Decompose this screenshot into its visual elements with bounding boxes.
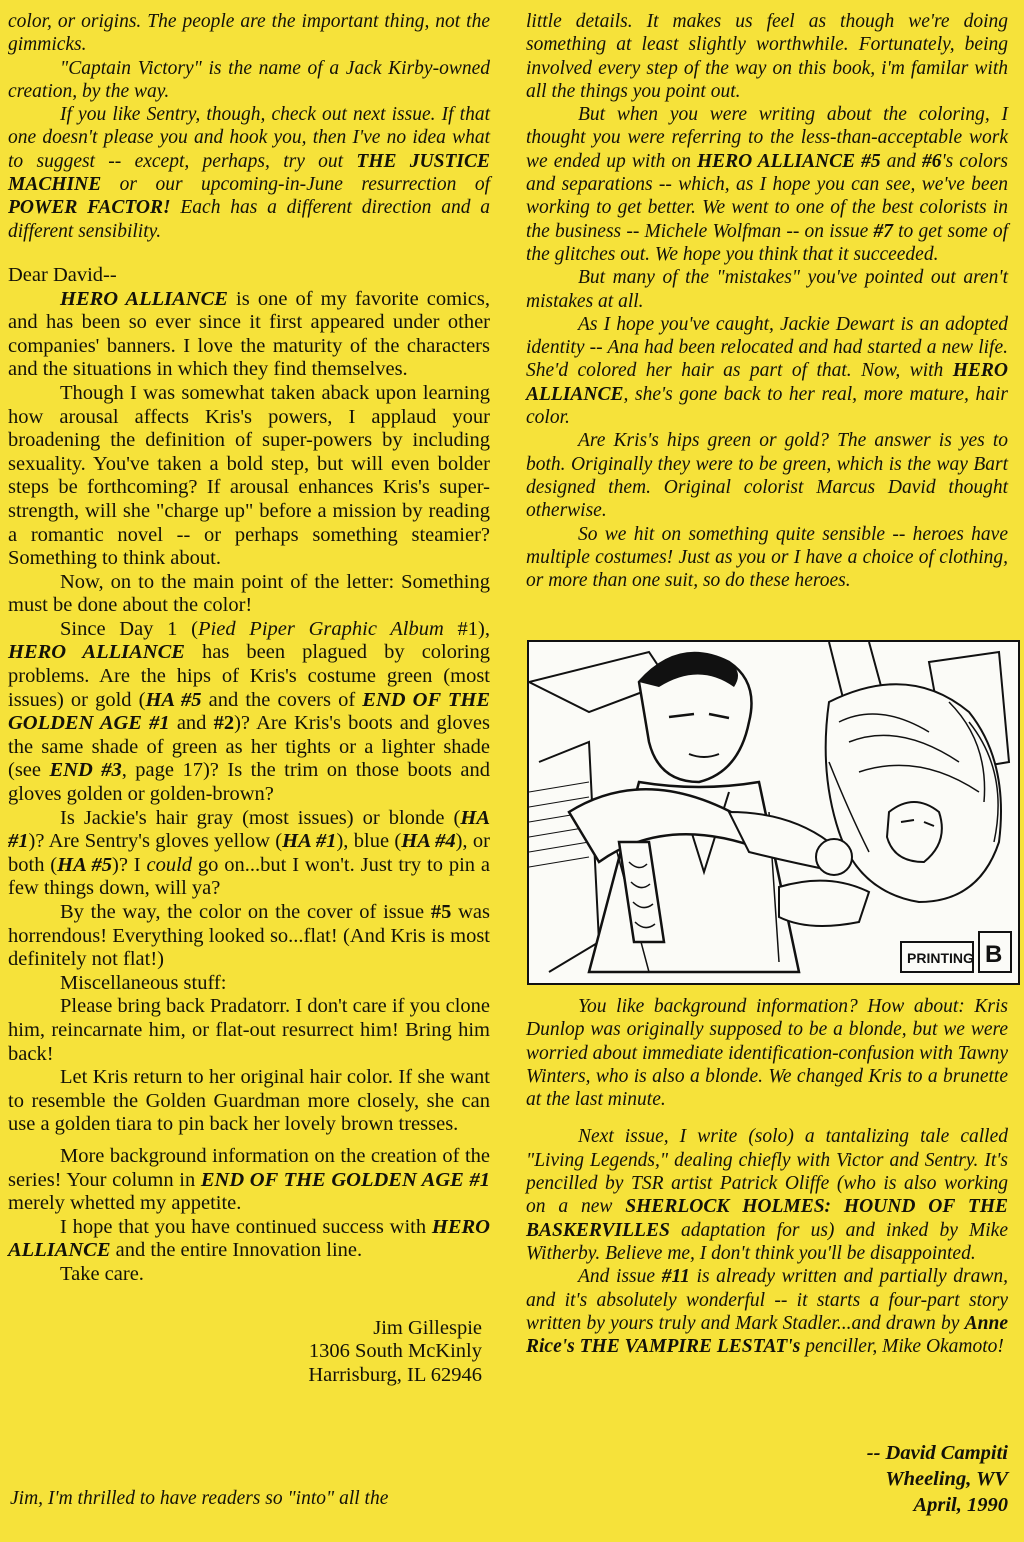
letter-paragraph: Now, on to the main point of the letter: Something must be done about the color! (8, 570, 490, 617)
reply-start: Jim, I'm thrilled to have readers so "into" all the (10, 1488, 389, 1509)
reply-paragraph: If you like Sentry, though, check out next issue. If that one doesn't please you and hook you, then I've no idea what to suggest -- except, perhaps, try out THE JUSTICE MACHINE or our upcoming-in-June resurrection of POWER FACTOR! Each has a different direction and a different sensibility. (8, 104, 490, 242)
reply-paragraph: You like background information? How about: Kris Dunlop was originally supposed to be a blonde, but we were worried about immediate identification-confusion with Tawny Winters, who is also a blonde. We changed Kris to a brunette at the last minute. (526, 996, 1008, 1111)
letter-paragraph: Miscellaneous stuff: (60, 971, 227, 994)
reply-paragraph: Are Kris's hips green or gold? The answer is yes to both. Originally they were to be green, which is the way Bart designed them. Original colorist Marcus David thought otherwise. (526, 430, 1008, 522)
reply-paragraph: "Captain Victory" is the name of a Jack Kirby-owned creation, by the way. (8, 57, 490, 102)
closing-name: -- David Campiti (866, 1442, 1008, 1464)
letter-paragraph: Let Kris return to her original hair color. If she want to resemble the Golden Guardman more closely, she can use a golden tiara to pin back her lovely brown tresses. (8, 1066, 490, 1136)
signature-street: 1306 South McKinly (308, 1340, 482, 1363)
reply-paragraph: Next issue, I write (solo) a tantalizing tale called "Living Legends," dealing chiefly with Victor and Sentry. It's pencilled by TSR artist Patrick Oliffe (who is also working on a new SHERLOCK HOLMES: HOUND OF THE BASKERVILLES adaptation for us) and inked by Mike Witherby. Believe me, I don't think you'll be disappointed. (526, 1126, 1008, 1264)
reply-paragraph: color, or origins. The people are the important thing, not the gimmicks. (8, 11, 490, 56)
closing-date: April, 1990 (913, 1494, 1008, 1516)
reply-paragraph: And issue #11 is already written and partially drawn, and it's absolutely wonderful -- it starts a four-part story written by yours truly and Mark Stadler...and drawn by Anne Rice's THE VAMPIRE LESTAT's penciller, Mike Okamoto! (526, 1266, 1008, 1358)
sign-printing: PRINTING (907, 950, 974, 966)
right-column-top (526, 10, 1008, 592)
reply-paragraph: But when you were writing about the coloring, I thought you were referring to the less-than-acceptable work we ended up with on HERO ALLIANCE #5 and #6's colors and separations -- which, as I hope you can see, we've been working to get better. We went to one of the best colorists in the business -- Michele Wolfman -- on issue #7 to get some of the glitches out. We hope you think that it succeeded. (526, 104, 1009, 265)
signature-name: Jim Gillespie (373, 1316, 482, 1339)
reply-paragraph: But many of the "mistakes" you've pointed out aren't mistakes at all. (526, 267, 1008, 312)
letter-salutation: Dear David-- (8, 263, 117, 286)
left-column (8, 10, 490, 1387)
letter-paragraph: Though I was somewhat taken aback upon learning how arousal affects Kris's powers, I applaud your broadening the definition of super-powers by including sexuality. You've taken a bold step, but will even bolder steps be forthcoming? If arousal enhances Kris's super-strength, will she "charge up" before a mission by reading a romantic novel -- or perhaps something steamier? Something to think about. (8, 381, 490, 570)
letter-paragraph: Since Day 1 (Pied Piper Graphic Album #1), HERO ALLIANCE has been plagued by coloring problems. Are the hips of Kris's costume green (most issues) or gold (HA #5 and the covers of END OF THE GOLDEN AGE #1 and #2)? Are Kris's boots and gloves the same shade of green as her tights or a lighter shade (see END #3, page 17)? Is the trim on those boots and gloves golden or golden-brown? (8, 617, 491, 806)
right-column-bottom (526, 995, 1008, 1358)
letter-paragraph: Take care. (60, 1262, 144, 1285)
letter-paragraph: Is Jackie's hair gray (most issues) or blonde (HA #1)? Are Sentry's gloves yellow (HA #1), blue (HA #4), or both (HA #5)? I could go on...but I won't. Just try to pin a few things down, will ya? (8, 806, 490, 900)
comic-illustration (527, 640, 1020, 985)
reply-signature (867, 1440, 1008, 1518)
closing-place: Wheeling, WV (885, 1468, 1008, 1490)
illustration-artwork (529, 642, 1018, 983)
letter-paragraph: By the way, the color on the cover of issue #5 was horrendous! Everything looked so...flat! (And Kris is most definitely not flat!) (8, 901, 490, 971)
reply-paragraph: So we hit on something quite sensible -- heroes have multiple costumes! Just as you or I have a choice of clothing, or more than one suit, so do these heroes. (526, 523, 1008, 592)
signature-city: Harrisburg, IL 62946 (308, 1363, 482, 1386)
reply-paragraph: little details. It makes us feel as though we're doing something at least slightly worthwhile. Fortunately, being involved every step of the way on this book, i'm familar with all the things you point out. (526, 11, 1008, 102)
reply-paragraph: As I hope you've caught, Jackie Dewart is an adopted identity -- Ana had been relocated and had started a new life. She'd colored her hair as part of that. Now, with HERO ALLIANCE, she's gone back to her real, more mature, hair color. (526, 313, 1008, 429)
letter-paragraph: I hope that you have continued success with HERO ALLIANCE and the entire Innovation line. (8, 1215, 490, 1262)
sign-b: B (985, 941, 1003, 968)
letter-paragraph: More background information on the creation of the series! Your column in END OF THE GOLDEN AGE #1 merely whetted my appetite. (8, 1144, 490, 1215)
letter-paragraph: HERO ALLIANCE is one of my favorite comics, and has been so ever since it first appeared under other companies' banners. I love the maturity of the characters and the situations in which they find themselves. (8, 287, 490, 381)
letter-paragraph: Please bring back Pradatorr. I don't care if you clone him, reincarnate him, or flat-out resurrect him! Bring him back! (8, 995, 490, 1065)
letter-signature (8, 1317, 490, 1388)
